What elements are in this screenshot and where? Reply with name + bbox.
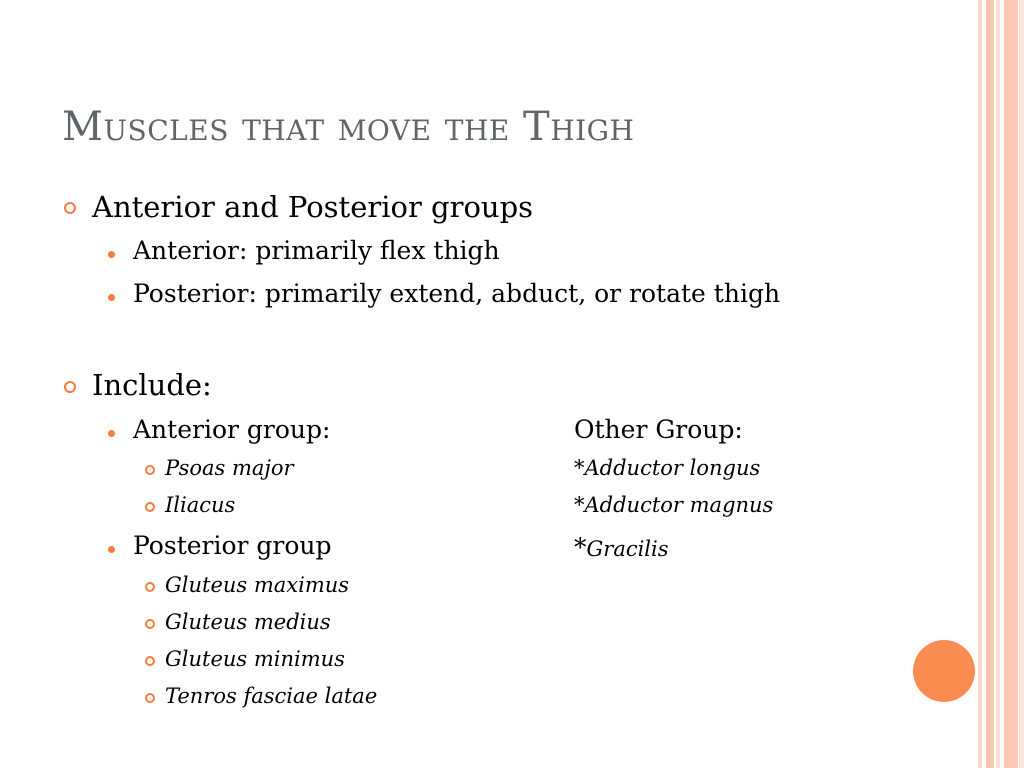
section1-item: Anterior: primarily flex thigh [133, 236, 500, 265]
decorative-stripe [986, 0, 994, 768]
other-muscle-name: Gracilis [586, 537, 669, 561]
slide-title: Muscles that move the Thigh [62, 104, 635, 150]
dot-bullet-icon [108, 546, 115, 553]
other-muscle-name: Adductor longus [584, 456, 761, 480]
ring-bullet-icon [145, 582, 155, 592]
star-marker: * [574, 493, 585, 517]
decorative-stripe [978, 0, 982, 768]
decorative-stripe [1004, 0, 1018, 768]
ring-bullet-icon [145, 656, 155, 666]
other-muscle-name: Adductor magnus [584, 493, 774, 517]
dot-bullet-icon [108, 430, 115, 437]
ring-bullet-icon [145, 465, 155, 475]
dot-bullet-icon [108, 251, 115, 258]
posterior-muscle: Tenros fasciae latae [165, 684, 378, 708]
section1-heading: Anterior and Posterior groups [92, 190, 534, 224]
section1-item: Posterior: primarily extend, abduct, or rotate thigh [133, 279, 781, 308]
other-muscle [574, 533, 669, 562]
posterior-muscle: Gluteus maximus [165, 573, 350, 597]
ring-bullet-icon [145, 619, 155, 629]
dot-bullet-icon [108, 294, 115, 301]
other-group-label: Other Group: [574, 415, 743, 444]
ring-bullet-icon [64, 381, 76, 393]
posterior-muscle: Gluteus medius [165, 610, 331, 634]
posterior-muscle: Gluteus minimus [165, 647, 345, 671]
posterior-group-label: Posterior group [133, 531, 332, 560]
anterior-muscle: Psoas major [165, 456, 294, 480]
other-muscle [574, 493, 773, 517]
decorative-stripe [996, 0, 1000, 768]
star-marker: * [574, 533, 587, 562]
decorative-circle [913, 640, 975, 702]
anterior-group-label: Anterior group: [133, 415, 331, 444]
anterior-muscle: Iliacus [165, 493, 236, 517]
ring-bullet-icon [64, 202, 76, 214]
section2-heading: Include: [92, 368, 212, 402]
ring-bullet-icon [145, 693, 155, 703]
star-marker: * [574, 456, 585, 480]
other-muscle [574, 456, 760, 480]
decorative-stripe [1019, 0, 1024, 768]
ring-bullet-icon [145, 502, 155, 512]
